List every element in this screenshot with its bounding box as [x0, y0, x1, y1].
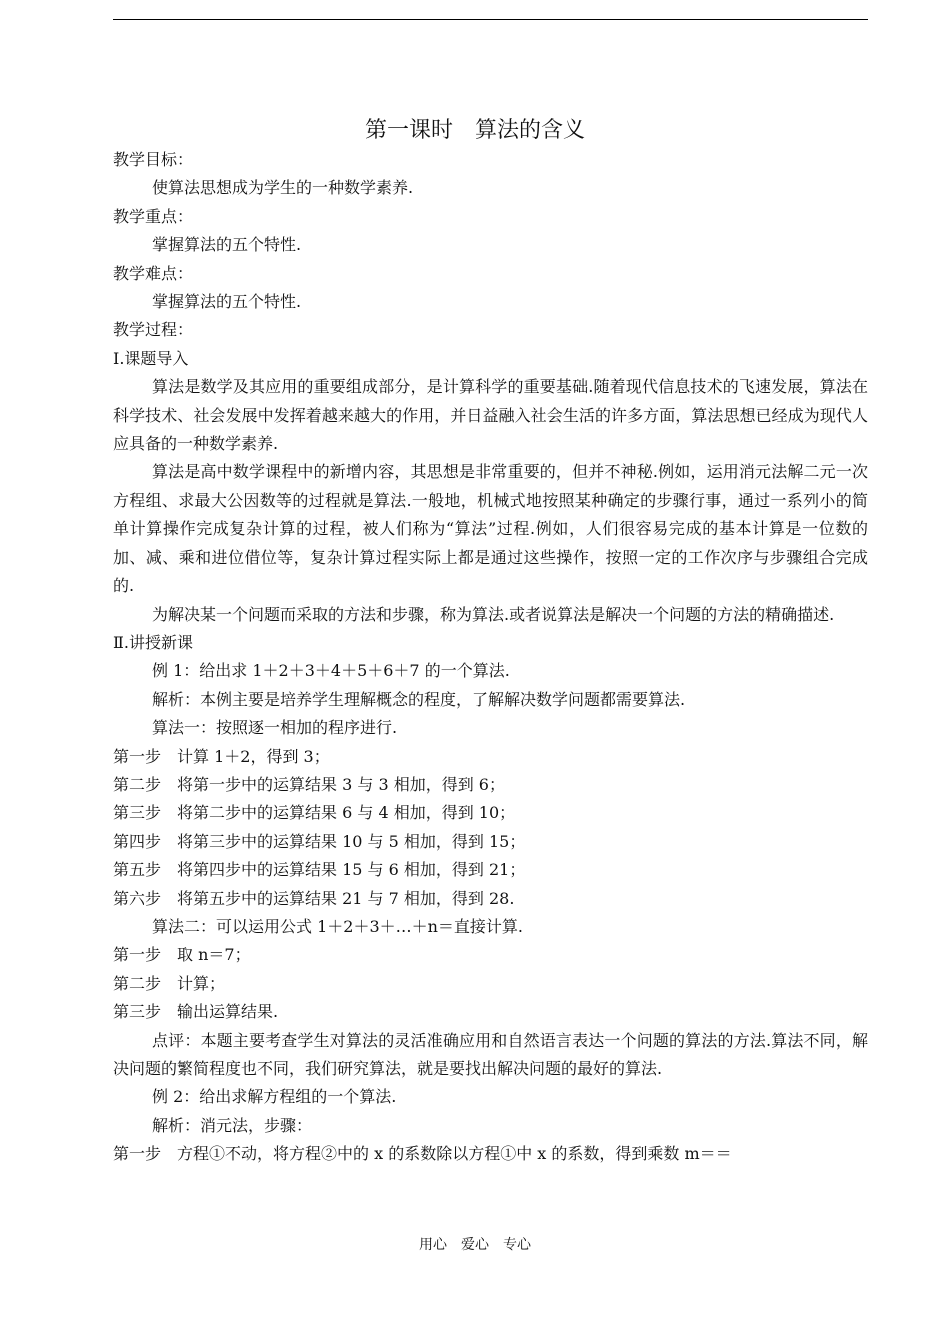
- method-1-step: 第一步 计算 1＋2，得到 3；: [113, 746, 330, 766]
- method-1-step: 第三步 将第二步中的运算结果 6 与 4 相加，得到 10；: [113, 803, 516, 823]
- objectives-heading: 教学目标：: [113, 150, 194, 169]
- example-1-comment: 点评：本题主要考查学生对算法的灵活准确应用和自然语言表达一个问题的算法的方法.算法不同，解决问题的繁简程度也不同，我们研究算法，就是要找出解决问题的最好的算法.: [113, 1030, 868, 1078]
- method-2-title: 算法二：可以运用公式 1＋2＋3＋…＋n＝直接计算.: [152, 916, 524, 936]
- example-2-prompt: 例 2：给出求解方程组的一个算法.: [152, 1087, 397, 1107]
- example-1-analysis: 解析：本例主要是培养学生理解概念的程度，了解解决数学问题都需要算法.: [152, 689, 686, 709]
- difficulties-text: 掌握算法的五个特性.: [152, 292, 302, 312]
- objectives-text: 使算法思想成为学生的一种数学素养.: [152, 178, 414, 198]
- intro-paragraph-1: 算法是数学及其应用的重要组成部分，是计算科学的重要基础.随着现代信息技术的飞速发展，算法在科学技术、社会发展中发挥着越来越大的作用，并日益融入社会生活的许多方面，算法思想已经成为现代人应具备的一种数学素养.: [113, 377, 868, 454]
- lesson-title: 第一课时 算法的含义: [364, 118, 585, 143]
- intro-paragraph-3: 为解决某一个问题而采取的方法和步骤，称为算法.或者说算法是解决一个问题的方法的精确描述.: [152, 604, 835, 624]
- lesson-body: [113, 146, 868, 1169]
- process-heading: 教学过程：: [113, 320, 194, 340]
- example-2-step-1: 第一步 方程①不动，将方程②中的 x 的系数除以方程①中 x 的系数，得到乘数 m＝＝: [113, 1144, 732, 1164]
- method-1-step: 第六步 将第五步中的运算结果 21 与 7 相加，得到 28.: [113, 888, 515, 908]
- section-intro-heading: Ⅰ.课题导入: [113, 348, 189, 368]
- method-1-step: 第四步 将第三步中的运算结果 10 与 5 相加，得到 15；: [113, 831, 526, 851]
- difficulties-heading: 教学难点：: [113, 263, 194, 283]
- method-2-step: 第三步 输出运算结果.: [113, 1002, 279, 1022]
- method-1-step: 第二步 将第一步中的运算结果 3 与 3 相加，得到 6；: [113, 774, 505, 794]
- method-2-step: 第二步 计算；: [113, 973, 226, 993]
- page-footer: 用心 爱心 专心: [419, 1237, 531, 1253]
- example-1-prompt: 例 1：给出求 1＋2＋3＋4＋5＋6＋7 的一个算法.: [152, 661, 510, 681]
- key-points-text: 掌握算法的五个特性.: [152, 235, 302, 255]
- key-points-heading: 教学重点：: [113, 206, 194, 226]
- method-1-step: 第五步 将第四步中的运算结果 15 与 6 相加，得到 21；: [113, 860, 526, 880]
- method-1-title: 算法一：按照逐一相加的程序进行.: [152, 718, 398, 738]
- header-rule: [113, 19, 868, 20]
- method-2-step: 第一步 取 n＝7；: [113, 945, 251, 965]
- example-2-analysis: 解析：消元法，步骤：: [152, 1115, 313, 1135]
- section-new-lesson-heading: Ⅱ.讲授新课: [113, 632, 193, 652]
- intro-paragraph-2: 算法是高中数学课程中的新增内容，其思想是非常重要的，但并不神秘.例如，运用消元法解二元一次方程组、求最大公因数等的过程就是算法.一般地，机械式地按照某种确定的步骤行事，通过一系列小的简单计算操作完成复杂计算的过程，被人们称为“算法”过程.例如，人们很容易完成的基本计算是一位数的加、减、乘和进位借位等，复杂计算过程实际上都是通过这些操作，按照一定的工作次序与步骤组合完成的.: [113, 462, 868, 596]
